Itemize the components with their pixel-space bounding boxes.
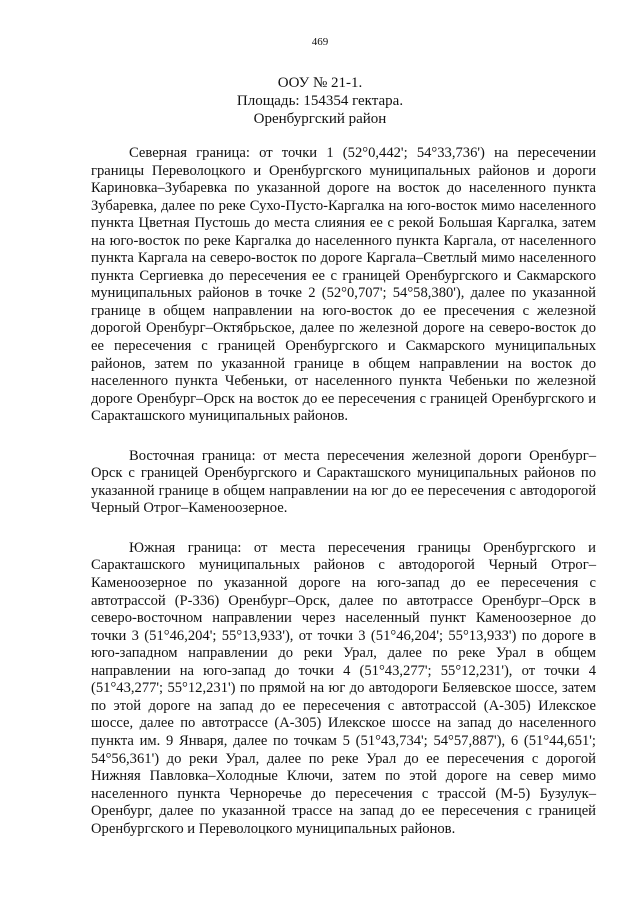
zone-area: Площадь: 154354 гектара. — [236, 93, 404, 109]
north-boundary-paragraph: Северная граница: от точки 1 (52°0,442'; 54°33,736') на пересечении границы Переволоцкого и Оренбургского муниципальных районов и дороги Кариновка–Зубаревка по указанной дороге на восток до населенного пункта Зубаревка, далее по реке Сухо-Пусто-Каргалка на юго-восток мимо населенного пункта Цветная Пустошь до места слияния ее с рекой Большая Каргалка, затем на юго-восток по реке Каргалка до населенного пункта Каргала, от населенного пункта Каргала на северо-восток по дороге Каргала–Светлый мимо населенного пункта Сергиевка до пересечения ее с границей Оренбургского и Сакмарского муниципальных районов в точке 2 (52°0,707'; 54°58,380'), далее по указанной границе в общем направлении на юго-восток до ее пресечения с железной дорогой Оренбург–Октябрьское, далее по железной дороге на северо-восток до ее пересечения с границей Оренбургского и Сакмарского муниципальных районов, затем по указанной границе в общем направлении на восток до населенного пункта Чебеньки, от населенного пункта Чебеньки по железной дороге Оренбург–Орск на восток до ее пересечения с границей Оренбургского и Саракташского муниципальных районов. — [91, 145, 596, 425]
south-boundary-paragraph: Южная граница: от места пересечения границы Оренбургского и Саракташского муниципальных районов с автодорогой Черный Отрог–Каменоозерное по указанной дороге на юго-запад до ее пересечения с автотрассой (Р-336) Оренбург–Орск, далее по автотрассе Оренбург–Орск в северо-восточном направлении через населенный пункт Каменоозерное до точки 3 (51°46,204'; 55°13,933'), от точки 3 (51°46,204'; 55°13,933') по дороге в юго-западном направлении до реки Урал, далее по реке Урал в общем направлении на юго-запад до точки 4 (51°43,277'; 55°12,231'), от точки 4 (51°43,277'; 55°12,231') по прямой на юг до автодороги Беляевское шоссе, затем по этой дороге на запад до ее пересечения с автотрассой (А-305) Илекское шоссе, далее по автотрассе (А-305) Илекское шоссе на запад до населенного пункта им. 9 Января, далее по точкам 5 (51°43,734'; 54°57,887'), 6 (51°44,651'; 54°56,361') до реки Урал, далее по реке Урал до ее пересечения с дорогой Нижняя Павловка–Холодные Ключи, затем по этой дороге на север мимо населенного пункта Черноречье до пересечения с трассой (М-5) Бузулук–Оренбург, далее по указанной трассе на запад до ее пересечения с границей Оренбургского и Переволоцкого муниципальных районов. — [91, 539, 596, 837]
document-body — [91, 145, 596, 860]
document-header — [0, 74, 640, 128]
page-number: 469 — [311, 36, 329, 48]
east-boundary-paragraph: Восточная граница: от места пересечения железной дороги Оренбург–Орск с границей Оренбургского и Саракташского муниципальных районов по указанной границе в общем направлении на юг до ее пересечения с автодорогой Черный Отрог–Каменоозерное. — [91, 447, 596, 517]
district-name: Оренбургский район — [253, 111, 387, 127]
zone-code: ООУ № 21-1. — [277, 75, 363, 91]
